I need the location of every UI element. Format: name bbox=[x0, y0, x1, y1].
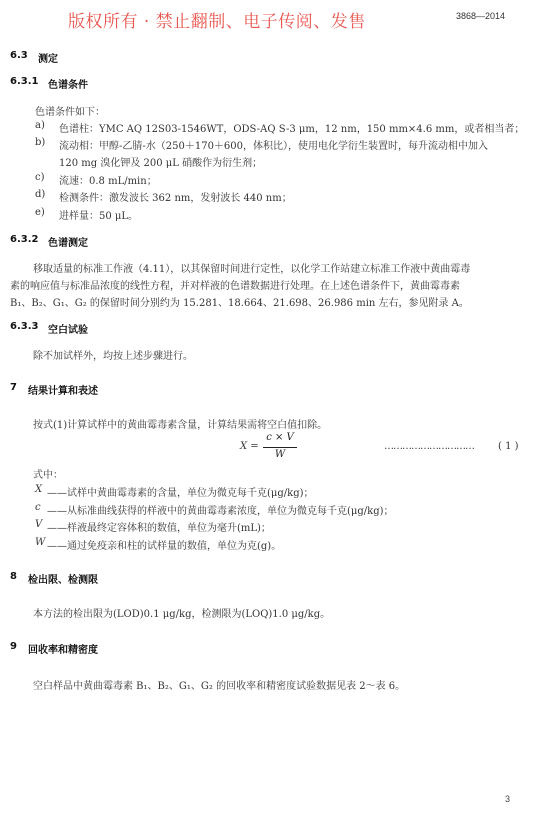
formula-denominator: W bbox=[274, 449, 286, 460]
chromatography-intro: 色谱条件如下： bbox=[35, 107, 105, 118]
section-9-title: 回收率和精密度 bbox=[28, 645, 98, 656]
chromatography-paragraph-line: B₁、B₂、G₁、G₂ 的保留时间分别约为 15.281、18.664、21.698、26.986 min 左右，参见附录 A。 bbox=[10, 298, 469, 309]
list-item-continuation: 120 mg 溴化钾及 200 μL 硝酸作为衍生剂； bbox=[59, 158, 263, 169]
list-item-text: 进样量：50 μL。 bbox=[59, 211, 139, 222]
chromatography-paragraph-line: 素的响应值与标准品浓度的线性方程，并对样液的色谱数据进行处理。在上述色谱条件下，黄曲霉毒素 bbox=[10, 281, 460, 292]
variable-symbol: X bbox=[35, 484, 43, 495]
section-6-3-1-number: 6.3.1 bbox=[10, 76, 39, 87]
list-item-label: b) bbox=[35, 137, 46, 148]
page-number: 3 bbox=[505, 794, 511, 804]
variable-symbol: c bbox=[35, 502, 41, 513]
fraction-bar bbox=[263, 447, 297, 448]
blank-test-text: 除不加试样外，均按上述步骤进行。 bbox=[33, 351, 193, 362]
list-item-text: 流速：0.8 mL/min； bbox=[59, 176, 157, 187]
recovery-precision-text: 空白样品中黄曲霉毒素 B₁、B₂、G₁、G₂ 的回收率和精密度试验数据见表 2～表 6。 bbox=[33, 681, 406, 692]
section-6-3-2-number: 6.3.2 bbox=[10, 234, 39, 245]
section-8-title: 检出限、检测限 bbox=[28, 575, 98, 586]
section-6-3-1-title: 色谱条件 bbox=[48, 80, 88, 91]
variable-description: ——样液最终定容体积的数值，单位为毫升(mL)； bbox=[47, 523, 271, 534]
chromatography-paragraph-line: 移取适量的标准工作液（4.11），以其保留时间进行定性，以化学工作站建立标准工作液中黄曲霉毒 bbox=[33, 264, 471, 275]
standard-number: 3868—2014 bbox=[456, 11, 506, 21]
formula-lhs: X = bbox=[240, 441, 259, 452]
list-item-text: 色谱柱：YMC AQ 12S03-1546WT，ODS-AQ S-3 μm，12 nm，150 mm×4.6 mm，或者相当者； bbox=[59, 124, 525, 135]
list-item-text: 检测条件：激发波长 362 nm，发射波长 440 nm； bbox=[59, 193, 292, 204]
section-7-number: 7 bbox=[10, 382, 17, 393]
list-item-label: d) bbox=[35, 189, 46, 200]
list-item-label: a) bbox=[35, 120, 45, 131]
section-6-3-number: 6.3 bbox=[10, 50, 28, 61]
copyright-watermark: 版权所有 · 禁止翻制、电子传阅、发售 bbox=[68, 12, 366, 32]
variable-symbol: V bbox=[35, 519, 43, 530]
section-6-3-title: 测定 bbox=[38, 54, 58, 65]
variable-description: ——通过免疫亲和柱的试样量的数值，单位为克(g)。 bbox=[47, 541, 282, 552]
section-6-3-2-title: 色谱测定 bbox=[48, 238, 88, 249]
formula-leader-dots: ………………………… bbox=[384, 441, 474, 452]
section-9-number: 9 bbox=[10, 641, 17, 652]
list-item-label: e) bbox=[35, 207, 45, 218]
list-item-label: c) bbox=[35, 172, 45, 183]
section-6-3-3-title: 空白试验 bbox=[48, 325, 88, 336]
section-6-3-3-number: 6.3.3 bbox=[10, 321, 39, 332]
where-label: 式中： bbox=[33, 470, 63, 481]
variable-description: ——试样中黄曲霉毒素的含量，单位为微克每千克(μg/kg)； bbox=[47, 488, 314, 499]
detection-limit-text: 本方法的检出限为(LOD)0.1 μg/kg，检测限为(LOQ)1.0 μg/kg。 bbox=[33, 609, 331, 620]
list-item-text: 流动相：甲醇-乙腈-水（250＋170＋600，体积比），使用电化学衍生装置时，每升流动相中加入 bbox=[59, 141, 489, 152]
formula-numerator: c × V bbox=[266, 432, 294, 443]
section-7-title: 结果计算和表述 bbox=[28, 386, 98, 397]
variable-symbol: W bbox=[35, 537, 46, 548]
variable-description: ——从标准曲线获得的样液中的黄曲霉毒素浓度，单位为微克每千克(μg/kg)； bbox=[47, 506, 394, 517]
calculation-intro: 按式(1)计算试样中的黄曲霉毒素含量，计算结果需将空白值扣除。 bbox=[33, 420, 328, 431]
formula-number: ( 1 ) bbox=[498, 441, 519, 452]
section-8-number: 8 bbox=[10, 571, 17, 582]
